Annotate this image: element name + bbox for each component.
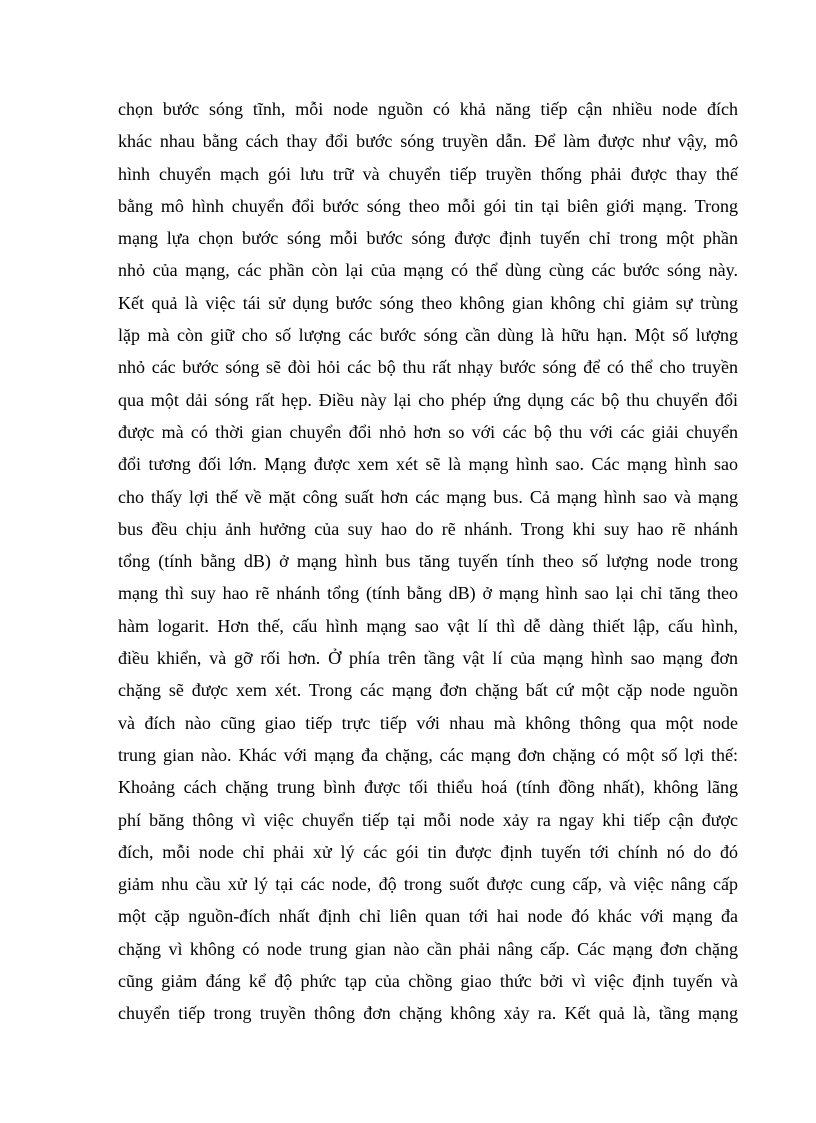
- body-paragraph: [118, 93, 738, 1030]
- text-line: điều khiển, và gỡ rối hơn. Ở phía trên tầng vật lí của mạng hình sao mạng đơn: [118, 648, 738, 669]
- text-line: tổng (tính bằng dB) ở mạng hình bus tăng tuyến tính theo số lượng node trong: [118, 551, 738, 572]
- text-line: chọn bước sóng tĩnh, mỗi node nguồn có khả năng tiếp cận nhiều node đích: [118, 99, 738, 119]
- text-line: mạng thì suy hao rẽ nhánh tổng (tính bằng dB) ở mạng hình sao lại chỉ tăng theo: [118, 583, 738, 604]
- text-line: qua một dải sóng rất hẹp. Điều này lại cho phép ứng dụng các bộ thu chuyển đổi: [118, 389, 738, 410]
- text-line: khác nhau bằng cách thay đổi bước sóng truyền dẫn. Để làm được như vậy, mô: [118, 131, 738, 152]
- text-line: một cặp nguồn-đích nhất định chỉ liên quan tới hai node đó khác với mạng đa: [118, 906, 738, 927]
- text-line: phí băng thông vì việc chuyển tiếp tại mỗi node xảy ra ngay khi tiếp cận được: [118, 809, 738, 830]
- text-line: lặp mà còn giữ cho số lượng các bước sóng cần dùng là hữu hạn. Một số lượng: [118, 325, 738, 346]
- text-line: trung gian nào. Khác với mạng đa chặng, các mạng đơn chặng có một số lợi thế:: [118, 744, 738, 765]
- text-line: được mà có thời gian chuyển đổi nhỏ hơn so với các bộ thu với các giải chuyển: [118, 421, 738, 442]
- text-line: hàm logarit. Hơn thế, cấu hình mạng sao vật lí thì dễ dàng thiết lập, cấu hình,: [118, 615, 738, 636]
- text-line: đổi tương đối lớn. Mạng được xem xét sẽ là mạng hình sao. Các mạng hình sao: [118, 454, 738, 475]
- text-line: cho thấy lợi thế về mặt công suất hơn các mạng bus. Cả mạng hình sao và mạng: [118, 486, 738, 507]
- text-line: đích, mỗi node chỉ phải xử lý các gói tin được định tuyến tới chính nó do đó: [118, 841, 738, 862]
- text-line: hình chuyển mạch gói lưu trữ và chuyển tiếp truyền thống phải được thay thế: [118, 163, 738, 184]
- text-line: bus đều chịu ảnh hưởng của suy hao do rẽ nhánh. Trong khi suy hao rẽ nhánh: [118, 518, 738, 539]
- text-line: chặng vì không có node trung gian nào cần phải nâng cấp. Các mạng đơn chặng: [118, 938, 738, 959]
- text-line: Khoảng cách chặng trung bình được tối thiểu hoá (tính đồng nhất), không lãng: [118, 777, 738, 798]
- text-line: nhỏ của mạng, các phần còn lại của mạng có thể dùng cùng các bước sóng này.: [118, 260, 738, 281]
- text-line: cũng giảm đáng kể độ phức tạp của chồng giao thức bởi vì việc định tuyến và: [118, 971, 738, 992]
- text-line: và đích nào cũng giao tiếp trực tiếp với nhau mà không thông qua một node: [118, 712, 738, 733]
- text-line: bằng mô hình chuyển đổi bước sóng theo mỗi gói tin tại biên giới mạng. Trong: [118, 195, 738, 216]
- text-line: nhỏ các bước sóng sẽ đòi hỏi các bộ thu rất nhạy bước sóng để có thể cho truyền: [118, 357, 738, 378]
- text-line: mạng lựa chọn bước sóng mỗi bước sóng được định tuyến chỉ trong một phần: [118, 228, 738, 249]
- text-line: Kết quả là việc tái sử dụng bước sóng theo không gian không chỉ giảm sự trùng: [118, 292, 738, 313]
- text-line: chặng sẽ được xem xét. Trong các mạng đơn chặng bất cứ một cặp node nguồn: [118, 680, 738, 701]
- text-line: giảm nhu cầu xử lý tại các node, độ trong suốt được cung cấp, và việc nâng cấp: [118, 874, 738, 895]
- text-line: chuyển tiếp trong truyền thông đơn chặng không xảy ra. Kết quả là, tầng mạng: [118, 1003, 738, 1024]
